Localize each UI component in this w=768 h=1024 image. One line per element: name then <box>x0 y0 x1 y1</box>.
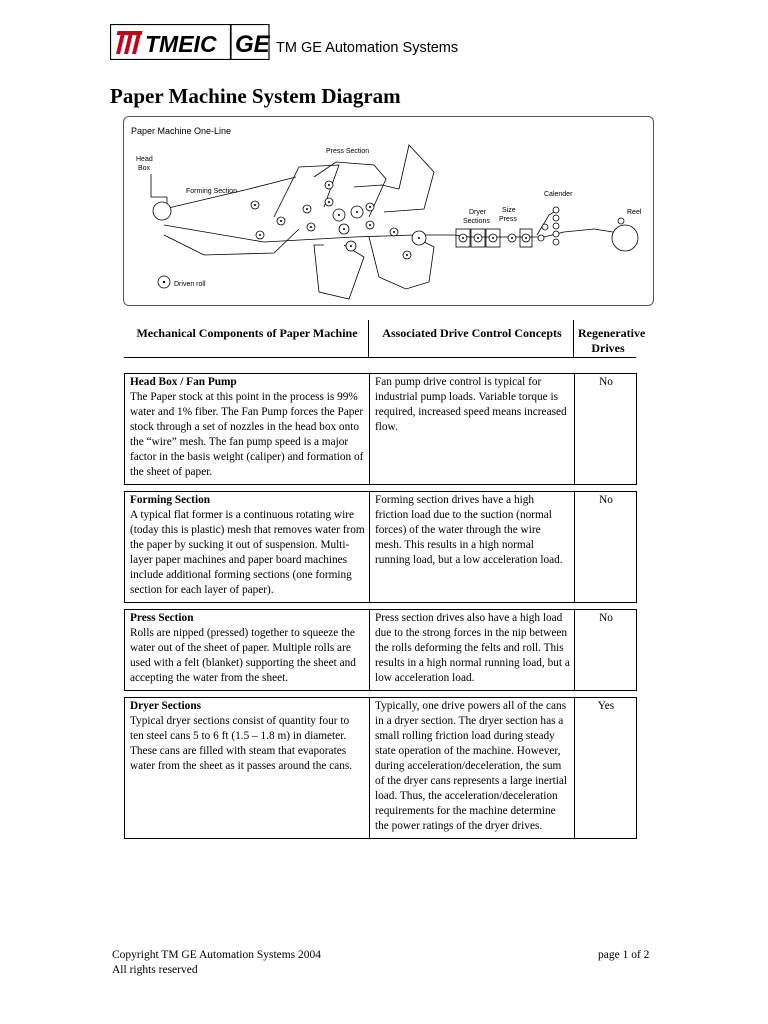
row-component <box>125 492 370 603</box>
label-reel: Reel <box>627 209 642 216</box>
row-component <box>125 610 370 691</box>
label-calender: Calender <box>544 191 573 198</box>
company-tagline: TM GE Automation Systems <box>276 40 459 56</box>
row-concept: Forming section drives have a high friction load due to the suction (normal forces) of the water through the wire mesh. This results in a high normal running load, but a low acceleration load. <box>370 492 575 603</box>
row-title: Forming Section <box>130 494 211 506</box>
row-regen: No <box>575 374 637 485</box>
rights-text: All rights reserved <box>112 964 198 976</box>
logo-text-tmeic: TMEIC <box>145 31 217 57</box>
row-concept: Press section drives also have a high load due to the strong forces in the nip between the rolls deforming the felts and roll. This results in a high normal running load, but a low acceleration load. <box>370 610 575 691</box>
row-component <box>125 698 370 839</box>
one-line-diagram <box>124 117 655 307</box>
header-components: Mechanical Components of Paper Machine <box>136 326 358 340</box>
page-header <box>110 24 670 64</box>
table-row <box>125 374 637 485</box>
label-press: Press Section <box>326 148 370 155</box>
label-press2: Press <box>499 216 517 223</box>
table-row <box>125 492 637 603</box>
label-sections: Sections <box>463 218 490 225</box>
header-concepts: Associated Drive Control Concepts <box>382 326 562 340</box>
row-description: The Paper stock at this point in the process is 99% water and 1% fiber. The Fan Pump forces the Paper stock through a set of nozzles in the head box onto the “wire” mesh. The fan pump speed is a major factor in the basis weight (caliper) and formation of the sheet of paper. <box>130 391 364 478</box>
header-regen: Regenerative Drives <box>578 326 646 355</box>
label-forming: Forming Section <box>186 188 237 195</box>
row-regen: No <box>575 610 637 691</box>
label-box: Box <box>138 165 151 172</box>
row-concept: Typically, one drive powers all of the cans in a dryer section. The dryer section has a small rolling friction load during steady state operation of the machine. However, during acceleration/deceleration, the sum of the dryer cans represents a large inertial load. Thus, the acceleration/deceleration requirements for the machine determine the power ratings of the dryer drives. <box>370 698 575 839</box>
header-divider-2 <box>573 320 574 357</box>
row-title: Press Section <box>130 612 194 624</box>
row-title: Dryer Sections <box>130 700 202 712</box>
row-title: Head Box / Fan Pump <box>130 376 237 388</box>
header-divider-1 <box>368 320 369 357</box>
label-legend: Driven roll <box>174 281 206 288</box>
copyright-text: Copyright TM GE Automation Systems 2004 <box>112 949 322 961</box>
paper-machine-diagram <box>123 116 654 306</box>
header-rule <box>124 357 636 358</box>
row-regen: No <box>575 492 637 603</box>
logo-text-ge: GE <box>235 31 270 58</box>
label-dryer: Dryer <box>469 209 487 216</box>
row-concept: Fan pump drive control is typical for industrial pump loads. Variable torque is required, increased speed means increased flow. <box>370 374 575 485</box>
diagram-lines <box>151 145 619 299</box>
row-regen: Yes <box>575 698 637 839</box>
row-description: A typical flat former is a continuous rotating wire (today this is plastic) mesh that removes water from the paper by sucking it out of suspension. Multi-layer paper machines and paper board machines include additional forming sections (one forming section for each layer of paper). <box>130 509 365 596</box>
table-row <box>125 698 637 839</box>
diagram-title: Paper Machine One-Line <box>131 126 232 136</box>
row-description: Rolls are nipped (pressed) together to squeeze the water out of the sheet of paper. Multiple rolls are used with a felt (blanket) supporting the sheet and accepting the water from the sheet. <box>130 627 356 684</box>
components-table <box>124 373 637 839</box>
label-size: Size <box>502 207 516 214</box>
table-row <box>125 610 637 691</box>
page-title: Paper Machine System Diagram <box>110 84 401 108</box>
label-head: Head <box>136 156 153 163</box>
company-logo <box>110 24 270 60</box>
footer-copyright <box>112 948 321 978</box>
row-component <box>125 374 370 485</box>
page-number: page 1 of 2 <box>598 949 650 961</box>
row-description: Typical dryer sections consist of quantity four to ten steel cans 5 to 6 ft (1.5 – 1.8 m) in diameter. These cans are filled with steam that evaporates water from the sheet as it passes around the cans. <box>130 715 353 772</box>
